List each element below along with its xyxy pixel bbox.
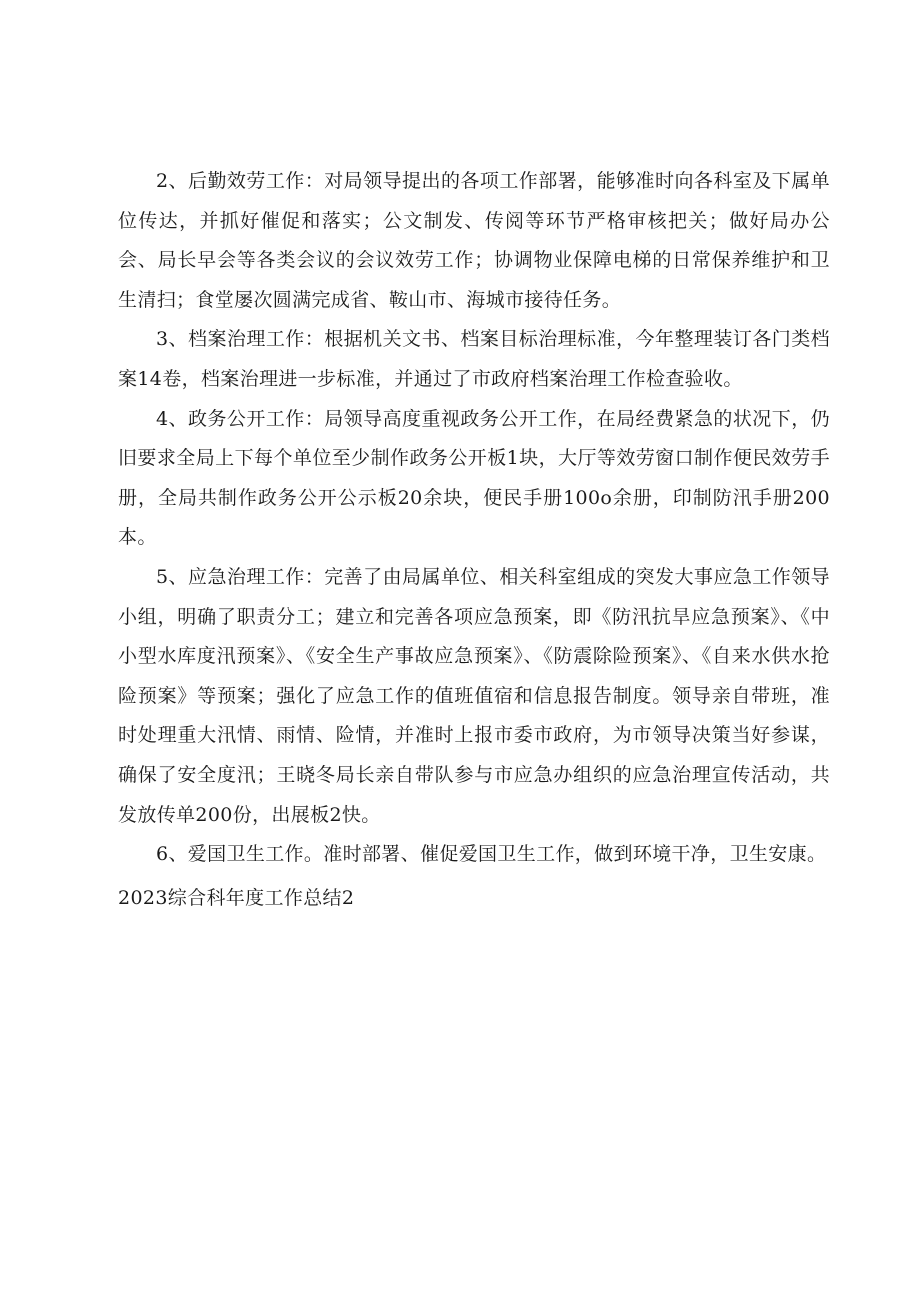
paragraph-logistics-service: 2、后勤效劳工作：对局领导提出的各项工作部署，能够准时向各科室及下属单位传达，并抓好催促和落实；公文制发、传阅等环节严格审核把关；做好局办公会、局长早会等各类会议的会议效劳工作；协调物业保障电梯的日常保养维护和卫生清扫；食堂屡次圆满完成省、鞍山市、海城市接待任务。 — [118, 170, 830, 311]
paragraph-archive-management: 3、档案治理工作：根据机关文书、档案目标治理标准，今年整理装订各门类档案14卷，档案治理进一步标准，并通过了市政府档案治理工作检查验收。 — [118, 328, 830, 390]
paragraph-government-affairs-disclosure: 4、政务公开工作：局领导高度重视政务公开工作，在局经费紧急的状况下，仍旧要求全局上下每个单位至少制作政务公开板1块，大厅等效劳窗口制作便民效劳手册，全局共制作政务公开公示板20余块，便民手册100o余册，印制防汛手册200本。 — [118, 407, 830, 549]
paragraph-emergency-management: 5、应急治理工作：完善了由局属单位、相关科室组成的突发大事应急工作领导小组，明确了职责分工；建立和完善各项应急预案，即《防汛抗旱应急预案》、《中小型水库度汛预案》、《安全生产事故应急预案》、《防震除险预案》、《自来水供水抢险预案》等预案；强化了应急工作的值班值宿和信息报告制度。领导亲自带班，准时处理重大汛情、雨情、险情，并准时上报市委市政府，为市领导决策当好参谋，确保了安全度汛；王晓冬局长亲自带队参与市应急办组织的应急治理宣传活动，共发放传单200份，出展板2快。 — [118, 565, 830, 826]
document-body — [118, 162, 830, 918]
paragraph-patriotic-health: 6、爱国卫生工作。准时部署、催促爱国卫生工作，做到环境干净，卫生安康。 — [156, 843, 827, 866]
section-heading: 2023综合科年度工作总结2 — [118, 886, 355, 909]
